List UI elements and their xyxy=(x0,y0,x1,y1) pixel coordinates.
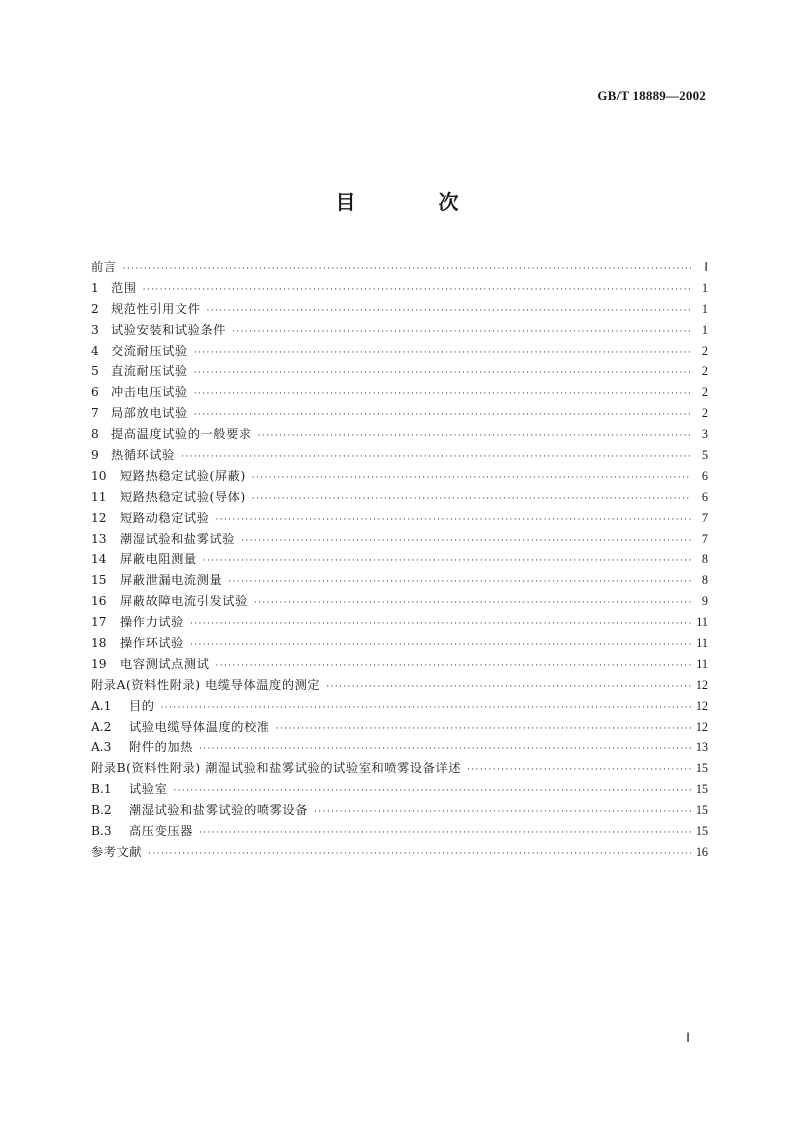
toc-entry-label: 交流耐压试验 xyxy=(111,343,188,358)
toc-entry[interactable] xyxy=(91,570,708,591)
toc-entry-page: 8 xyxy=(701,552,708,567)
toc-entry-page: 15 xyxy=(695,824,708,839)
toc-entry-page: 2 xyxy=(701,406,708,421)
toc-entry[interactable] xyxy=(91,717,708,738)
toc-entry-number: A.1 xyxy=(91,698,112,713)
toc-entry-label: 前言 xyxy=(91,260,117,274)
toc-leader-dots xyxy=(216,510,691,531)
toc-entry[interactable] xyxy=(91,403,708,424)
toc-entry-label: 短路热稳定试验(屏蔽) xyxy=(120,468,246,483)
toc-entry[interactable] xyxy=(91,320,708,341)
toc-entry-label: 提高温度试验的一般要求 xyxy=(111,427,252,442)
toc-leader-dots xyxy=(252,489,691,510)
toc-entry-page: Ⅰ xyxy=(704,260,708,274)
toc-leader-dots xyxy=(194,384,691,405)
toc-entry[interactable] xyxy=(91,257,708,278)
toc-entry-page: 6 xyxy=(701,468,708,483)
toc-entry[interactable] xyxy=(91,529,708,550)
toc-entry-page: 3 xyxy=(701,427,708,442)
toc-entry-page: 15 xyxy=(695,761,708,776)
toc-entry[interactable] xyxy=(91,549,708,570)
standard-code: GB/T 18889—2002 xyxy=(597,88,706,103)
toc-entry-label: 短路动稳定试验 xyxy=(120,510,210,525)
toc-entry-page: 1 xyxy=(701,322,708,337)
toc-entry[interactable] xyxy=(91,508,708,529)
toc-leader-dots xyxy=(199,823,691,844)
toc-entry-page: 11 xyxy=(696,656,708,671)
toc-leader-dots xyxy=(314,802,691,823)
toc-entry-page: 12 xyxy=(695,719,708,734)
toc-entry-label: 直流耐压试验 xyxy=(111,364,188,379)
toc-entry-page: 9 xyxy=(701,594,708,609)
toc-entry-page: 6 xyxy=(701,489,708,504)
toc-entry[interactable] xyxy=(91,612,708,633)
toc-entry-label: 局部放电试验 xyxy=(111,406,188,421)
toc-entry[interactable] xyxy=(91,758,708,779)
toc-entry-number: 6 xyxy=(91,385,99,400)
toc-leader-dots xyxy=(148,844,691,865)
toc-entry-number: A.2 xyxy=(91,719,112,734)
toc-entry-label: 试验室 xyxy=(129,782,168,797)
toc-entry-number: 9 xyxy=(91,448,99,463)
toc-leader-dots xyxy=(181,447,691,468)
toc-leader-dots xyxy=(123,259,691,280)
toc-leader-dots xyxy=(216,656,691,677)
toc-leader-dots xyxy=(207,301,691,322)
toc-entry[interactable] xyxy=(91,675,708,696)
toc-entry-label: 目的 xyxy=(129,698,155,713)
toc-entry-label: 附件的加热 xyxy=(129,740,193,755)
toc-entry[interactable] xyxy=(91,466,708,487)
toc-entry[interactable] xyxy=(91,821,708,842)
toc-leader-dots xyxy=(254,593,691,614)
toc-entry-label: 潮湿试验和盐雾试验的喷雾设备 xyxy=(129,803,309,818)
toc-leader-dots xyxy=(276,719,691,740)
toc-entry-label: 短路热稳定试验(导体) xyxy=(120,489,246,504)
toc-leader-dots xyxy=(199,739,691,760)
toc-entry-number: 14 xyxy=(91,552,107,567)
toc-entry[interactable] xyxy=(91,842,708,863)
toc-entry-number: 3 xyxy=(91,322,99,337)
toc-entry-number: 4 xyxy=(91,343,99,358)
toc-entry-page: 5 xyxy=(701,448,708,463)
toc-entry[interactable] xyxy=(91,696,708,717)
toc-leader-dots xyxy=(228,572,691,593)
toc-entry-label: 屏蔽泄漏电流测量 xyxy=(120,573,223,588)
toc-entry-number: 11 xyxy=(91,489,107,504)
toc-entry-label: 操作力试验 xyxy=(120,615,184,630)
toc-entry-page: 15 xyxy=(695,803,708,818)
toc-entry[interactable] xyxy=(91,800,708,821)
toc-entry-label: 试验电缆导体温度的校准 xyxy=(129,719,270,734)
toc-entry-number: 15 xyxy=(91,573,107,588)
toc-entry-page: 16 xyxy=(695,844,708,859)
toc-leader-dots xyxy=(203,551,691,572)
toc-leader-dots xyxy=(190,635,691,656)
toc-entry[interactable] xyxy=(91,299,708,320)
toc-entry-label: 试验安装和试验条件 xyxy=(111,322,227,337)
toc-entry-label: 热循环试验 xyxy=(111,448,175,463)
footer-page-number: Ⅰ xyxy=(686,1030,690,1045)
toc-leader-dots xyxy=(326,677,691,698)
toc-entry-page: 1 xyxy=(701,301,708,316)
toc-entry-number: A.3 xyxy=(91,740,112,755)
toc-leader-dots xyxy=(194,405,691,426)
toc-leader-dots xyxy=(467,760,691,781)
toc-entry[interactable] xyxy=(91,382,708,403)
toc-entry-page: 15 xyxy=(695,782,708,797)
toc-entry-number: 2 xyxy=(91,301,99,316)
page-title xyxy=(0,186,794,215)
toc-leader-dots xyxy=(143,280,691,301)
toc-leader-dots xyxy=(232,322,691,343)
toc-entry-number: 17 xyxy=(91,615,107,630)
toc-entry-label: 电容测试点测试 xyxy=(120,656,210,671)
toc-entry-label: 潮湿试验和盐雾试验 xyxy=(120,531,236,546)
toc-leader-dots xyxy=(194,363,691,384)
toc-entry-page: 8 xyxy=(701,573,708,588)
toc-entry-number: B.1 xyxy=(91,782,112,797)
toc-entry-number: 10 xyxy=(91,468,107,483)
toc-entry-label: 规范性引用文件 xyxy=(111,301,201,316)
toc-entry-number: 1 xyxy=(91,280,99,295)
toc-entry-page: 2 xyxy=(701,385,708,400)
toc-entry[interactable] xyxy=(91,633,708,654)
toc-entry-label: 高压变压器 xyxy=(129,824,193,839)
toc-entry-label: 范围 xyxy=(111,280,137,295)
toc-entry-number: 19 xyxy=(91,656,107,671)
toc-entry-page: 12 xyxy=(695,677,708,692)
toc-entry[interactable] xyxy=(91,361,708,382)
toc-entry[interactable] xyxy=(91,654,708,675)
toc-entry-number: 12 xyxy=(91,510,107,525)
toc-entry-number: B.2 xyxy=(91,803,112,818)
toc-entry-label: 屏蔽电阻测量 xyxy=(120,552,197,567)
toc-leader-dots xyxy=(173,781,691,802)
toc-entry-number: 18 xyxy=(91,636,107,651)
toc-entry-number: 7 xyxy=(91,406,99,421)
table-of-contents xyxy=(91,257,708,863)
toc-entry-label: 附录B(资料性附录) 潮湿试验和盐雾试验的试验室和喷雾设备详述 xyxy=(91,761,462,776)
toc-entry-page: 11 xyxy=(696,615,708,630)
toc-leader-dots xyxy=(241,531,691,552)
toc-entry-page: 7 xyxy=(701,531,708,546)
toc-entry-label: 附录A(资料性附录) 电缆导体温度的测定 xyxy=(91,677,321,692)
toc-entry-label: 屏蔽故障电流引发试验 xyxy=(120,594,248,609)
toc-entry-label: 冲击电压试验 xyxy=(111,385,188,400)
toc-entry[interactable] xyxy=(91,737,708,758)
toc-entry[interactable] xyxy=(91,445,708,466)
toc-entry-page: 7 xyxy=(701,510,708,525)
toc-entry-page: 12 xyxy=(695,698,708,713)
toc-leader-dots xyxy=(252,468,691,489)
toc-entry-page: 1 xyxy=(701,280,708,295)
toc-entry-page: 2 xyxy=(701,343,708,358)
toc-entry[interactable] xyxy=(91,487,708,508)
toc-leader-dots xyxy=(190,614,691,635)
toc-entry-number: 16 xyxy=(91,594,107,609)
toc-entry-label: 操作环试验 xyxy=(120,636,184,651)
toc-entry[interactable] xyxy=(91,278,708,299)
toc-entry-page: 2 xyxy=(701,364,708,379)
toc-entry-label: 参考文献 xyxy=(91,844,143,859)
toc-entry-page: 11 xyxy=(696,636,708,651)
toc-entry[interactable] xyxy=(91,779,708,800)
toc-entry[interactable] xyxy=(91,341,708,362)
toc-entry-number: 8 xyxy=(91,427,99,442)
toc-entry-number: 13 xyxy=(91,531,107,546)
toc-entry[interactable] xyxy=(91,424,708,445)
page-title-text: 目 次 xyxy=(335,190,497,214)
toc-entry-page: 13 xyxy=(695,740,708,755)
toc-leader-dots xyxy=(194,343,691,364)
toc-entry-number: B.3 xyxy=(91,824,112,839)
toc-leader-dots xyxy=(258,426,691,447)
toc-entry[interactable] xyxy=(91,591,708,612)
toc-entry-number: 5 xyxy=(91,364,99,379)
toc-leader-dots xyxy=(161,698,691,719)
